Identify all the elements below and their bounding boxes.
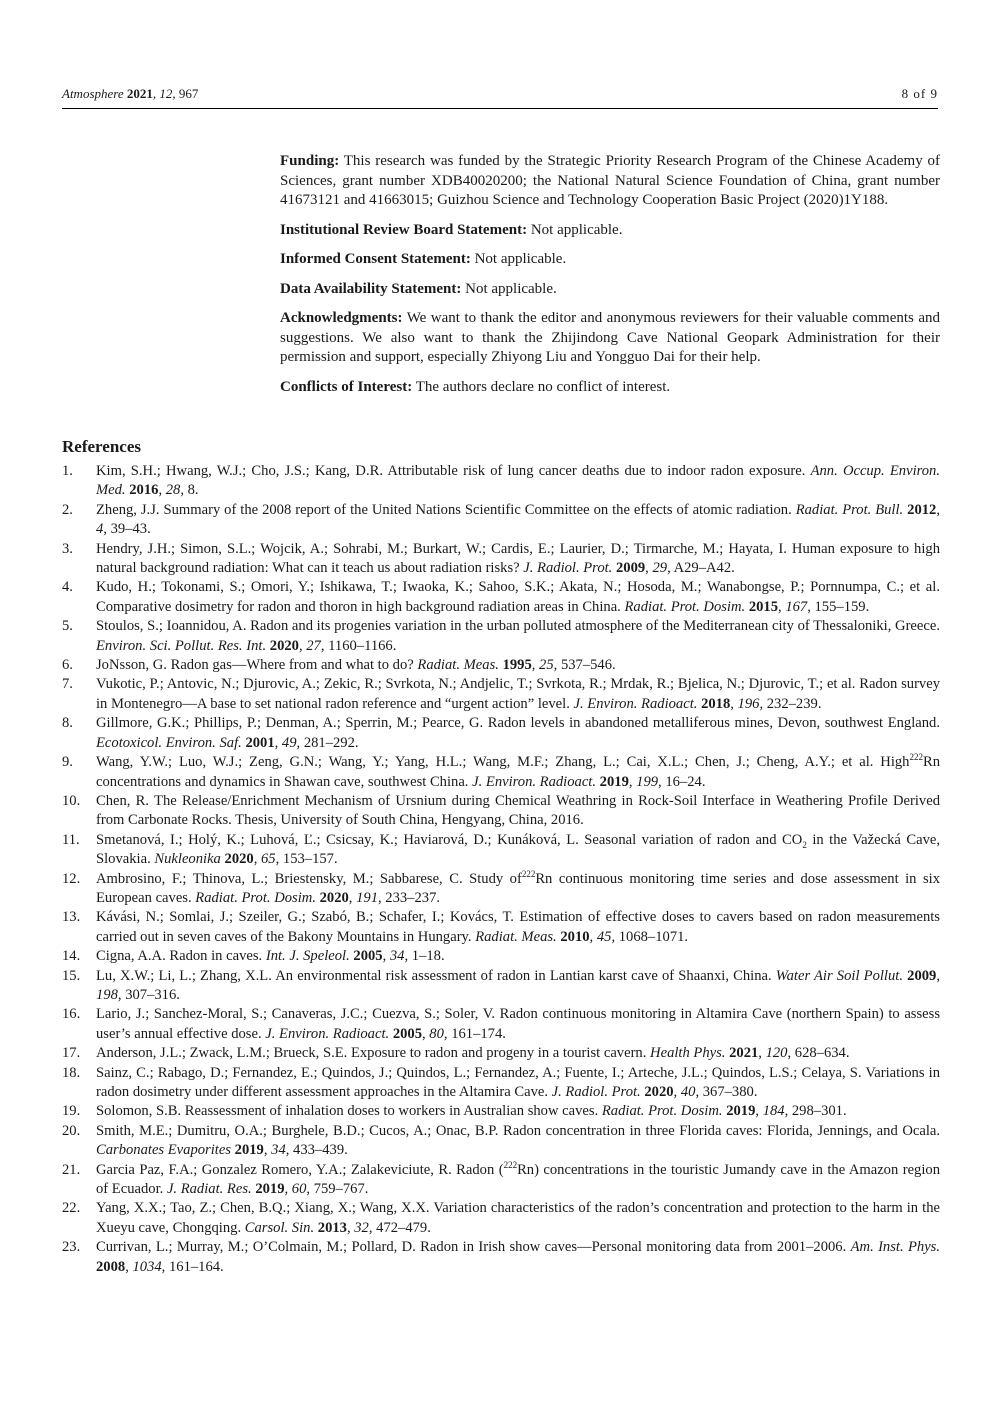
- reference-pages: 161–174.: [451, 1025, 506, 1042]
- reference-item: 6. JoNsson, G. Radon gas—Where from and what to do? Radiat. Meas. 1995, 25, 537–546.: [62, 656, 940, 675]
- reference-year: 2018: [701, 695, 731, 712]
- reference-volume: 28: [165, 482, 181, 499]
- reference-year: 2020: [644, 1084, 674, 1100]
- reference-journal: J. Environ. Radioact.: [573, 695, 698, 712]
- reference-item: 23. Currivan, L.; Murray, M.; O’Colmain, M.; Pollard, D. Radon in Irish show caves—Personal monitoring data from 2001–2006. Am. Inst. Phys. 2008, 1034, 161–164.: [62, 1239, 940, 1275]
- reference-number: 17.: [62, 1045, 81, 1062]
- back-matter: [280, 152, 940, 407]
- reference-item: 13. Kávási, N.; Somlai, J.; Szeiler, G.; Szabó, B.; Schafer, I.; Kovács, T. Estimation of effective doses to cavers based on radon measurements carried out in seven caves of the Bakony Mountains in Hungary. Radiat. Meas. 2010, 45, 1068–1071.: [62, 909, 940, 945]
- reference-year: 2009: [615, 560, 646, 577]
- conflicts-statement: [280, 378, 940, 398]
- reference-journal: Nukleonika: [154, 851, 221, 868]
- reference-item: 18. Sainz, C.; Rabago, D.; Fernandez, E.; Quindos, J.; Quindos, L.; Fernandez, A.; Fuente, I.; Arteche, J.L.; Quindos, L.S.; Celaya, S. Variations in radon dosimetry under different assessment approaches in the Altamira Cave. J. Radiol. Prot. 2020, 40, 367–380.: [62, 1064, 940, 1100]
- reference-number: 8.: [62, 715, 73, 732]
- reference-authors-title: Smetanová, I.; Holý, K.; Luhová, Ľ.; Csicsay, K.; Haviarová, D.; Kunáková, L. Seasonal variation of radon and CO: [96, 831, 803, 848]
- reference-item: 14. Cigna, A.A. Radon in caves. Int. J. Speleol. 2005, 34, 1–18.: [62, 947, 940, 966]
- reference-authors-title: Sainz, C.; Rabago, D.; Fernandez, E.; Quindos, J.; Quindos, L.; Fernandez, A.; Fuente, I.; Arteche, J.L.; Quindos, L.S.; Celaya, S. Variations in radon dosimetry under different assessment approaches in the Altamira Cave.: [96, 1064, 940, 1100]
- reference-number: 11.: [62, 831, 80, 848]
- reference-journal: Radiat. Meas.: [475, 928, 557, 945]
- reference-authors-title: Kávási, N.; Somlai, J.; Szeiler, G.; Szabó, B.; Schafer, I.; Kovács, T. Estimation of effective doses to cavers based on radon measurements carried out in seven caves of the Bakony Mountains in Hungary.: [96, 909, 940, 945]
- reference-journal: Water Air Soil Pollut.: [775, 967, 903, 984]
- reference-year: 2009: [907, 967, 937, 984]
- reference-volume: 80: [429, 1025, 444, 1042]
- reference-number: 7.: [62, 676, 73, 693]
- reference-volume: 4: [96, 521, 104, 538]
- reference-pages: 16–24.: [665, 773, 706, 790]
- reference-pages: 281–292.: [303, 734, 359, 751]
- reference-item: 4. Kudo, H.; Tokonami, S.; Omori, Y.; Ishikawa, T.; Iwaoka, K.; Sahoo, S.K.; Akata, N.; Hosoda, M.; Wanabongse, P.; Pornnumpa, C.; et al. Comparative dosimetry for radon and thoron in high background radiation areas in China. Radiat. Prot. Dosim. 2015, 167, 155–159.: [62, 579, 940, 615]
- consent-statement: [280, 250, 940, 270]
- reference-item: 15. Lu, X.W.; Li, L.; Zhang, X.L. An environmental risk assessment of radon in Lantian karst cave of Shaanxi, China. Water Air Soil Pollut. 2009, 198, 307–316.: [62, 967, 940, 1003]
- acknowledgments: [280, 309, 940, 368]
- reference-pages: 1–18.: [411, 948, 445, 965]
- reference-volume: 184: [762, 1103, 785, 1120]
- reference-item: 19. Solomon, S.B. Reassessment of inhalation doses to workers in Australian show caves. Radiat. Prot. Dosim. 2019, 184, 298–301.: [62, 1102, 940, 1121]
- reference-authors-title: Lario, J.; Sanchez-Moral, S.; Canaveras, J.C.; Cuezva, S.; Soler, V. Radon continuous monitoring in Altamira Cave (northern Spain) to assess user’s annual effective dose.: [96, 1006, 940, 1042]
- reference-authors-title: Hendry, J.H.; Simon, S.L.; Wojcik, A.; Sohrabi, M.; Burkart, W.; Cardis, E.; Laurier, D.; Tirmarche, M.; Hayata, I. Human exposure to high natural background radiation: What can it teach us about radiation risks?: [96, 540, 940, 577]
- reference-item: 20. Smith, M.E.; Dumitru, O.A.; Burghele, B.D.; Cucos, A.; Onac, B.P. Radon concentration in three Florida caves: Florida, Jennings, and Ocala. Carbonates Evaporites 2019, 34, 433–439.: [62, 1122, 940, 1159]
- isotope-superscript: 222: [521, 868, 536, 879]
- reference-journal: Radiat. Prot. Bull.: [795, 501, 904, 518]
- funding-label: Funding:: [280, 153, 340, 169]
- reference-journal: J. Environ. Radioact.: [265, 1025, 390, 1042]
- reference-journal: Ann. Occup. Environ. Med.: [96, 463, 941, 499]
- reference-journal: Carsol. Sin.: [244, 1219, 315, 1236]
- reference-year: 2005: [392, 1025, 422, 1042]
- reference-title-cont: Rn concentrations and dynamics in Shawan cave, southwest China.: [96, 754, 940, 790]
- isotope-superscript: 222: [909, 752, 923, 763]
- reference-year: 2001: [245, 734, 275, 751]
- reference-year: 2019: [726, 1103, 756, 1120]
- reference-number: 18.: [62, 1064, 81, 1081]
- reference-number: 2.: [62, 501, 73, 518]
- reference-volume: 199: [636, 773, 659, 790]
- reference-number: 20.: [62, 1122, 81, 1139]
- reference-volume: 1034: [132, 1258, 162, 1275]
- reference-item: 11. Smetanová, I.; Holý, K.; Luhová, Ľ.; Csicsay, K.; Haviarová, D.; Kunáková, L. Seasonal variation of radon and $CO_2$ in the Važecká Cave, Slovakia. Nukleonika 2020, 65, 153–157.: [62, 831, 941, 868]
- reference-number: 4.: [62, 579, 73, 596]
- reference-volume: 34: [389, 948, 405, 965]
- reference-pages: 153–157.: [282, 851, 338, 868]
- irb-text: Not applicable.: [530, 221, 623, 238]
- reference-number: 16.: [62, 1006, 81, 1023]
- consent-text: Not applicable.: [474, 251, 567, 267]
- reference-pages: A29–A42.: [673, 560, 735, 577]
- reference-number: 9.: [62, 754, 73, 771]
- reference-authors-title: Garcia Paz, F.A.; Gonzalez Romero, Y.A.; Zalakeviciute, R. Radon (: [96, 1161, 504, 1178]
- reference-year: 1995: [502, 657, 532, 674]
- data-label: Data Availability Statement:: [280, 280, 462, 297]
- reference-number: 13.: [62, 909, 81, 926]
- reference-authors-title: Lu, X.W.; Li, L.; Zhang, X.L. An environmental risk assessment of radon in Lantian karst cave of Shaanxi, China.: [96, 967, 772, 984]
- article-number: 967: [178, 86, 199, 101]
- reference-journal: Radiat. Prot. Dosim.: [601, 1103, 723, 1120]
- reference-journal: Am. Inst. Phys.: [850, 1239, 940, 1256]
- reference-item: 3. Hendry, J.H.; Simon, S.L.; Wojcik, A.; Sohrabi, M.; Burkart, W.; Cardis, E.; Laurier, D.; Tirmarche, M.; Hayata, I. Human exposure to high natural background radiation: What can it teach us about radiation risks? J. Radiol. Prot. 2009, 29, A29–A42.: [62, 540, 940, 577]
- reference-volume: 65: [261, 851, 276, 868]
- reference-authors-title: Solomon, S.B. Reassessment of inhalation doses to workers in Australian show caves.: [96, 1103, 599, 1120]
- consent-label: Informed Consent Statement:: [280, 251, 471, 267]
- reference-number: 12.: [62, 870, 81, 887]
- reference-pages: 367–380.: [702, 1084, 758, 1100]
- reference-authors-title: Cigna, A.A. Radon in caves.: [96, 948, 263, 965]
- reference-volume: 27: [306, 637, 321, 654]
- reference-text: Chen, R. The Release/Enrichment Mechanism of Ursnium during Chemical Weathring in Rock-Soil Interface in Weathering Profile Derived from Carbonate Rocks. Thesis, University of South China, Hengyang, China, 2016.: [96, 792, 940, 829]
- ack-text: We want to thank the editor and anonymous reviewers for their valuable comments and suggestions. We also want to thank the Zhijindong Cave National Geopark Administration for their permission and support, especially Zhiyong Liu and Yongguo Dai for their help.: [280, 310, 940, 365]
- journal-year: 2021: [126, 86, 153, 101]
- reference-year: 2010: [560, 928, 590, 945]
- reference-volume: 60: [291, 1181, 307, 1198]
- reference-item: 2. Zheng, J.J. Summary of the 2008 report of the United Nations Scientific Committee on the effects of atomic radiation. Radiat. Prot. Bull. 2012, 4, 39–43.: [62, 501, 940, 538]
- reference-volume: 34: [271, 1142, 286, 1159]
- reference-pages: 161–164.: [168, 1258, 224, 1275]
- data-availability-statement: [280, 280, 940, 300]
- reference-volume: 25: [539, 657, 554, 674]
- reference-number: 15.: [62, 967, 81, 984]
- reference-pages: 232–239.: [766, 695, 822, 712]
- page-number: 8 of 9: [901, 86, 938, 101]
- reference-volume: 198: [96, 986, 118, 1003]
- reference-volume: 191: [356, 889, 378, 906]
- reference-year: 2021: [729, 1045, 759, 1062]
- reference-volume: 40: [680, 1084, 696, 1100]
- reference-number: 10.: [62, 792, 81, 809]
- reference-number: 19.: [62, 1103, 81, 1120]
- references-list: [62, 462, 940, 1277]
- reference-volume: 49: [281, 734, 297, 751]
- reference-item: 17. Anderson, J.L.; Zwack, L.M.; Brueck, S.E. Exposure to radon and progeny in a tourist cavern. Health Phys. 2021, 120, 628–634.: [62, 1044, 940, 1063]
- reference-number: 3.: [62, 540, 73, 557]
- reference-authors-title: Kim, S.H.; Hwang, W.J.; Cho, J.S.; Kang, D.R. Attributable risk of lung cancer deaths due to indoor radon exposure.: [96, 463, 806, 479]
- ack-label: Acknowledgments:: [280, 310, 403, 326]
- reference-year: 2008: [96, 1258, 126, 1275]
- reference-item: 9. Wang, Y.W.; Luo, W.J.; Zeng, G.N.; Wang, Y.; Yang, H.L.; Wang, M.F.; Zhang, L.; Cai, X.L.; Chen, J.; Cheng, A.Y.; et al. High$^{222}$Rn concentrations and dynamics in Shawan cave, southwest China. J. Environ. Radioact. 2019, 199, 16–24.: [62, 752, 940, 790]
- reference-pages: 433–439.: [293, 1142, 348, 1159]
- chemical-subscript: 2: [802, 839, 807, 850]
- reference-journal: Radiat. Prot. Dosim.: [624, 598, 746, 615]
- reference-pages: 298–301.: [791, 1103, 847, 1120]
- reference-authors-title: Wang, Y.W.; Luo, W.J.; Zeng, G.N.; Wang, Y.; Yang, H.L.; Wang, M.F.; Zhang, L.; Cai, X.L.; Chen, J.; Cheng, A.Y.; et al. High: [96, 754, 910, 771]
- reference-year: 2012: [907, 501, 937, 518]
- reference-authors-title: Anderson, J.L.; Zwack, L.M.; Brueck, S.E. Exposure to radon and progeny in a tourist cavern.: [96, 1045, 647, 1062]
- reference-journal: J. Radiol. Prot.: [551, 1084, 641, 1100]
- reference-pages: 628–634.: [794, 1045, 850, 1062]
- reference-pages: 1160–1166.: [328, 637, 397, 654]
- reference-pages: 1068–1071.: [618, 928, 689, 945]
- reference-number: 6.: [62, 657, 73, 674]
- reference-volume: 120: [765, 1045, 788, 1062]
- reference-number: 1.: [62, 463, 73, 479]
- reference-pages: 759–767.: [313, 1181, 369, 1198]
- reference-authors-title: Currivan, L.; Murray, M.; O’Colmain, M.; Pollard, D. Radon in Irish show caves—Personal monitoring data from 2001–2006.: [96, 1239, 847, 1256]
- reference-volume: 32: [354, 1219, 369, 1236]
- reference-journal: Int. J. Speleol.: [265, 948, 350, 965]
- reference-year: 2019: [599, 773, 629, 790]
- reference-number: 21.: [62, 1161, 81, 1178]
- reference-number: 23.: [62, 1239, 81, 1256]
- reference-pages: 39–43.: [110, 521, 151, 538]
- reference-authors-title: JoNsson, G. Radon gas—Where from and what to do?: [96, 657, 414, 674]
- funding-text: This research was funded by the Strategic Priority Research Program of the Chinese Academy of Sciences, grant number XDB40020200; the National Natural Science Foundation of China, grant number 41673121 and 41663015; Guizhou Science and Technology Cooperation Basic Project (2020)1Y188.: [280, 153, 941, 208]
- irb-statement: [280, 221, 940, 241]
- reference-pages: 537–546.: [560, 657, 616, 674]
- reference-year: 2020: [269, 637, 299, 654]
- reference-volume: 167: [785, 598, 808, 615]
- reference-year: 2015: [748, 598, 779, 615]
- reference-title-cont: Rn) concentrations in the touristic Jumandy cave in the Amazon region of Ecuador.: [96, 1161, 940, 1198]
- coi-text: The authors declare no conflict of interest.: [415, 378, 671, 395]
- reference-item: 5. Stoulos, S.; Ioannidou, A. Radon and its progenies variation in the urban polluted atmosphere of the Mediterranean city of Thessaloniki, Greece. Environ. Sci. Pollut. Res. Int. 2020, 27, 1160–1166.: [62, 618, 940, 654]
- reference-pages: 233–237.: [385, 889, 441, 906]
- reference-journal: J. Radiol. Prot.: [523, 560, 613, 577]
- reference-pages: 8.: [187, 482, 199, 499]
- references-heading: References: [62, 437, 141, 456]
- reference-item: 22. Yang, X.X.; Tao, Z.; Chen, B.Q.; Xiang, X.; Wang, X.X. Variation characteristics of the radon’s concentration and protection to the harm in the Xueyu cave, Chongqing. Carsol. Sin. 2013, 32, 472–479.: [62, 1200, 940, 1236]
- journal-volume: 12: [159, 86, 173, 101]
- reference-journal: Radiat. Prot. Dosim.: [195, 889, 316, 906]
- reference-journal: J. Environ. Radioact.: [472, 773, 597, 790]
- reference-item: 12. Ambrosino, F.; Thinova, L.; Briestensky, M.; Sabbarese, C. Study $of^{222}Rn$ continuous monitoring time series and dose assessment in six European caves. Radiat. Prot. Dosim. 2020, 191, 233–237.: [62, 868, 941, 906]
- reference-pages: 472–479.: [376, 1219, 431, 1236]
- reference-journal: Ecotoxicol. Environ. Saf.: [96, 734, 242, 751]
- reference-year: 2013: [317, 1219, 347, 1236]
- reference-authors-title: Yang, X.X.; Tao, Z.; Chen, B.Q.; Xiang, X.; Wang, X.X. Variation characteristics of the radon’s concentration and protection to the harm in the Xueyu cave, Chongqing.: [96, 1200, 940, 1236]
- reference-authors-title: Smith, M.E.; Dumitru, O.A.; Burghele, B.D.; Cucos, A.; Onac, B.P. Radon concentration in three Florida caves: Florida, Jennings, and Ocala.: [96, 1122, 940, 1139]
- reference-journal: Environ. Sci. Pollut. Res. Int.: [96, 637, 267, 654]
- reference-item: 21. Garcia Paz, F.A.; Gonzalez Romero, Y.A.; Zalakeviciute, R. Radon ($^{222}$Rn) concentrations in the touristic Jumandy cave in the Amazon region of Ecuador. J. Radiat. Res. 2019, 60, 759–767.: [62, 1159, 940, 1198]
- reference-year: 2005: [353, 948, 383, 965]
- reference-item: [62, 792, 940, 831]
- reference-journal: J. Radiat. Res.: [166, 1181, 252, 1198]
- reference-title-cont: Rn continuous monitoring time series and dose assessment in six European caves.: [96, 870, 941, 906]
- reference-number: 22.: [62, 1200, 81, 1217]
- running-header: [62, 86, 938, 109]
- reference-volume: 196: [737, 695, 760, 712]
- journal-citation: Atmosphere 2021, 12, 967: [62, 86, 199, 101]
- reference-number: 5.: [62, 618, 73, 635]
- reference-year: 2020: [319, 889, 349, 906]
- reference-volume: 29: [652, 560, 668, 577]
- reference-year: 2016: [129, 482, 159, 499]
- reference-journal: Health Phys.: [650, 1045, 726, 1062]
- isotope-superscript: 222: [503, 1159, 518, 1170]
- reference-year: 2019: [234, 1142, 264, 1159]
- reference-journal: Radiat. Meas.: [417, 657, 499, 674]
- reference-authors-title: Vukotic, P.; Antovic, N.; Djurovic, A.; Zekic, R.; Svrkota, N.; Andjelic, T.; Svrkota, R.; Mrdak, R.; Bjelica, N.; Djurovic, T.; et al. Radon survey in Montenegro—A base to set national radon reference and “urgent action” level.: [96, 676, 940, 712]
- reference-authors-title: Stoulos, S.; Ioannidou, A. Radon and its progenies variation in the urban polluted atmosphere of the Mediterranean city of Thessaloniki, Greece.: [96, 618, 940, 635]
- reference-authors-title: Gillmore, G.K.; Phillips, P.; Denman, A.; Sperrin, M.; Pearce, G. Radon levels in abandoned metalliferous mines, Devon, southwest England.: [96, 715, 940, 732]
- reference-item: 1. Kim, S.H.; Hwang, W.J.; Cho, J.S.; Kang, D.R. Attributable risk of lung cancer deaths due to indoor radon exposure. Ann. Occup. Environ. Med. 2016, 28, 8.: [62, 463, 941, 499]
- reference-item: 16. Lario, J.; Sanchez-Moral, S.; Canaveras, J.C.; Cuezva, S.; Soler, V. Radon continuous monitoring in Altamira Cave (northern Spain) to assess user’s annual effective dose. J. Environ. Radioact. 2005, 80, 161–174.: [62, 1006, 940, 1042]
- reference-item: 7. Vukotic, P.; Antovic, N.; Djurovic, A.; Zekic, R.; Svrkota, N.; Andjelic, T.; Svrkota, R.; Mrdak, R.; Bjelica, N.; Djurovic, T.; et al. Radon survey in Montenegro—A base to set national radon reference and “urgent action” level. J. Environ. Radioact. 2018, 196, 232–239.: [62, 676, 940, 712]
- reference-pages: 307–316.: [125, 986, 180, 1003]
- reference-authors-title: Ambrosino, F.; Thinova, L.; Briestensky, M.; Sabbarese, C. Study of: [96, 870, 522, 887]
- data-text: Not applicable.: [465, 280, 557, 297]
- reference-volume: 45: [596, 928, 612, 945]
- funding-statement: [280, 152, 940, 211]
- reference-year: 2019: [255, 1181, 285, 1198]
- reference-number: 14.: [62, 948, 81, 965]
- coi-label: Conflicts of Interest:: [280, 378, 413, 395]
- reference-authors-title: Kudo, H.; Tokonami, S.; Omori, Y.; Ishikawa, T.; Iwaoka, K.; Sahoo, S.K.; Akata, N.; Hosoda, M.; Wanabongse, P.; Pornnumpa, C.; et al. Comparative dosimetry for radon and thoron in high background radiation areas in China.: [96, 579, 940, 615]
- reference-journal: Carbonates Evaporites: [96, 1142, 231, 1159]
- reference-pages: 155–159.: [814, 598, 870, 615]
- reference-authors-title: Zheng, J.J. Summary of the 2008 report of the United Nations Scientific Committee on the effects of atomic radiation.: [96, 501, 792, 518]
- irb-label: Institutional Review Board Statement:: [280, 221, 528, 238]
- reference-title-cont: in the Važecká Cave, Slovakia.: [96, 831, 941, 868]
- journal-name: Atmosphere: [62, 86, 124, 101]
- reference-year: 2020: [224, 851, 254, 868]
- reference-item: 8. Gillmore, G.K.; Phillips, P.; Denman, A.; Sperrin, M.; Pearce, G. Radon levels in abandoned metalliferous mines, Devon, southwest England. Ecotoxicol. Environ. Saf. 2001, 49, 281–292.: [62, 715, 940, 751]
